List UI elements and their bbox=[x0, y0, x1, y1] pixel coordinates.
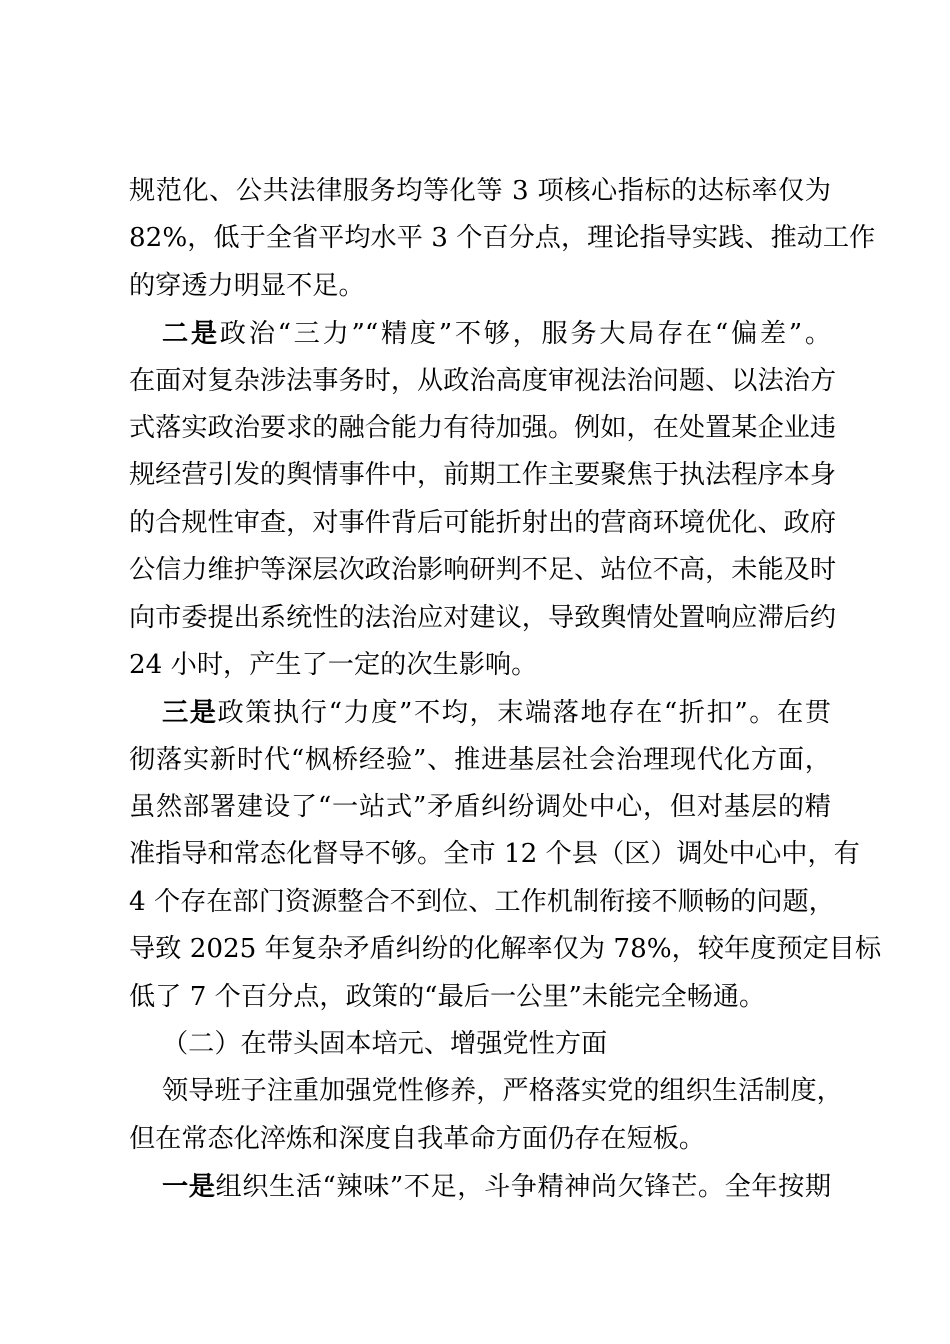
text-line: 低了 7 个百分点，政策的“最后一公里”未能完全畅通。 bbox=[129, 981, 766, 1012]
paragraph-first-point bbox=[129, 1163, 831, 1210]
section-heading bbox=[129, 1021, 831, 1068]
point-text: 政策执行“力度”不均，末端落地存在“折扣”。在贯 bbox=[217, 698, 831, 729]
text-line bbox=[129, 689, 831, 736]
text-line: 虽然部署建设了“一站式”矛盾纠纷调处中心，但对基层的精 bbox=[129, 792, 831, 823]
point-lead: 三是 bbox=[162, 697, 218, 729]
paragraph-party-spirit bbox=[129, 1068, 843, 1163]
text-line: 领导班子注重加强党性修养，严格落实党的组织生活制度， bbox=[162, 1076, 843, 1107]
section-heading-text: （二）在带头固本培元、增强党性方面 bbox=[162, 1029, 608, 1060]
text-line: 的穿透力明显不足。 bbox=[129, 270, 365, 301]
text-line: 导致 2025 年复杂矛盾纠纷的化解率仅为 78%，较年度预定目标 bbox=[129, 934, 882, 965]
text-line: 准指导和常态化督导不够。全市 12 个县（区）调处中心中，有 bbox=[129, 839, 860, 870]
text-line: 4 个存在部门资源整合不到位、工作机制衔接不顺畅的问题， bbox=[129, 886, 835, 917]
text-line bbox=[129, 310, 831, 357]
point-lead: 一是 bbox=[162, 1171, 216, 1203]
text-line: 规经营引发的舆情事件中，前期工作主要聚焦于执法程序本身 bbox=[129, 460, 837, 491]
text-line: 向市委提出系统性的法治应对建议，导致舆情处置响应滞后约 bbox=[129, 602, 837, 633]
point-lead: 二是 bbox=[162, 318, 220, 350]
text-line: 规范化、公共法律服务均等化等 3 项核心指标的达标率仅为 bbox=[129, 176, 831, 206]
text-line bbox=[129, 1163, 831, 1210]
text-line: 式落实政治要求的融合能力有待加强。例如，在处置某企业违 bbox=[129, 412, 837, 443]
text-line: 但在常态化淬炼和深度自我革命方面仍存在短板。 bbox=[129, 1123, 706, 1154]
text-line: 82%，低于全省平均水平 3 个百分点，理论指导实践、推动工作 bbox=[129, 223, 876, 254]
paragraph-third-point bbox=[129, 689, 882, 1021]
paragraph-core-indicators bbox=[129, 168, 876, 310]
point-text: 政治“三力”“精度”不够，服务大局存在“偏差”。 bbox=[219, 319, 832, 350]
document-body bbox=[129, 168, 882, 1211]
text-line: 公信力维护等深层次政治影响研判不足、站位不高，未能及时 bbox=[129, 555, 837, 586]
text-line: 的合规性审查，对事件背后可能折射出的营商环境优化、政府 bbox=[129, 507, 837, 538]
paragraph-second-point bbox=[129, 310, 837, 689]
text-line: 在面对复杂涉法事务时，从政治高度审视法治问题、以法治方 bbox=[129, 365, 837, 396]
point-text: 组织生活“辣味”不足，斗争精神尚欠锋芒。全年按期 bbox=[215, 1172, 832, 1203]
text-line: 24 小时，产生了一定的次生影响。 bbox=[129, 649, 538, 680]
text-line: 彻落实新时代“枫桥经验”、推进基层社会治理现代化方面， bbox=[129, 744, 831, 775]
